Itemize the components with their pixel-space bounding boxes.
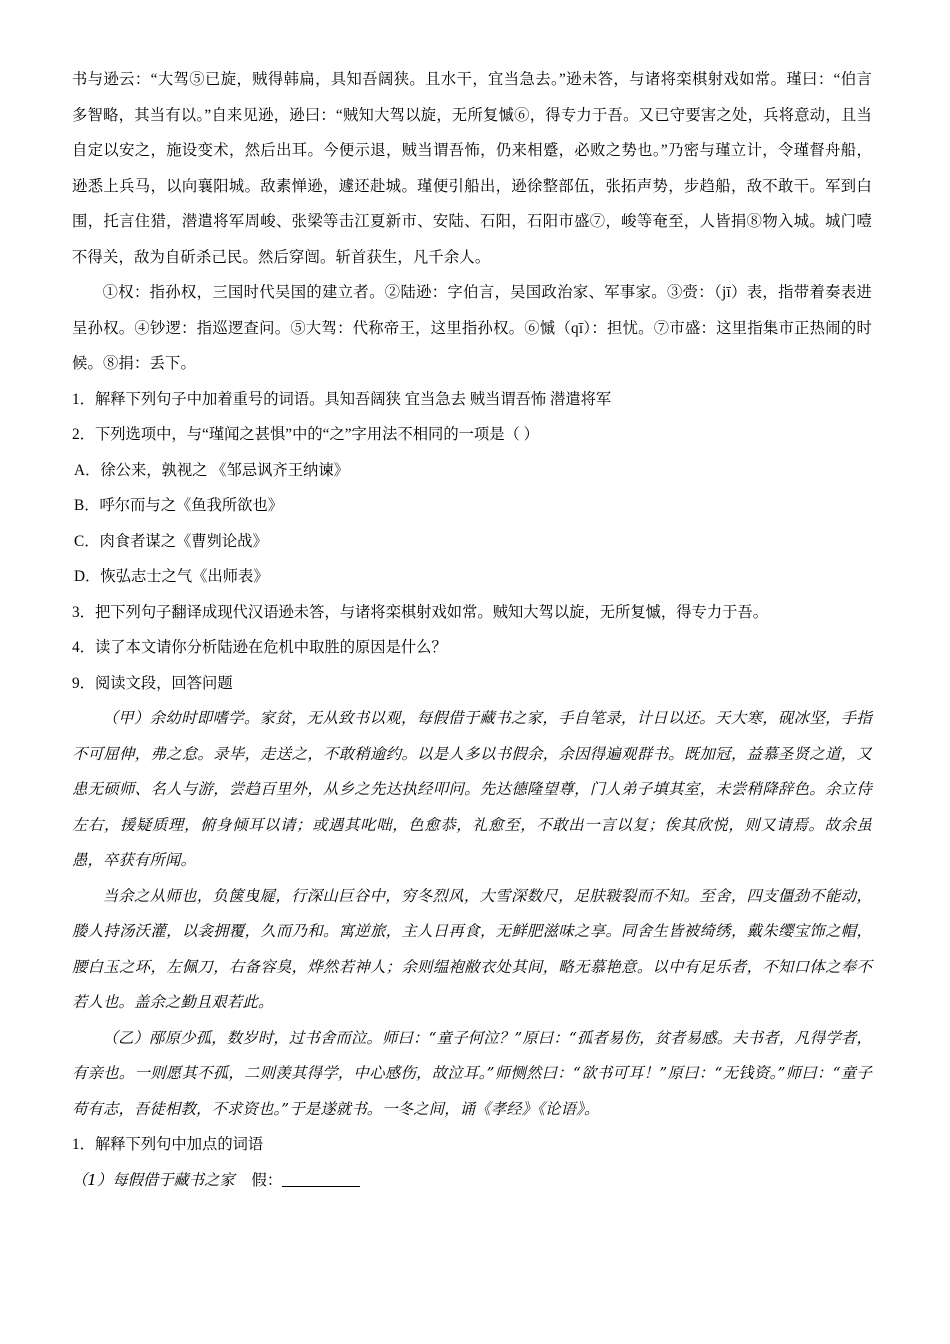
- question-4: 4．读了本文请你分析陆逊在危机中取胜的原因是什么？: [72, 639, 447, 656]
- question-3: 3．把下列句子翻译成现代汉语逊未答，与诸将栾棋射戏如常。贼知大驾以旋，无所复慽，得专力于吾。: [72, 603, 769, 621]
- q1-item1-label: 假：: [251, 1171, 283, 1189]
- passage-main-text: 书与逊云：“大驾⑤已旋，贼得韩扁，具知吾阔狭。且水干，宜当急去。”逊未答，与诸将栾棋射戏如常。瑾曰：“伯言多智略，其当有以。”自来见逊，逊曰：“贼知大驾以旋，无所复慽⑥，得专力于吾。又已守要害之处，兵将意动，且当自定以安之，施设变术，然后出耳。今便示退，贼当谓吾怖，仍来相蹙，必败之势也。”乃密与瑾立计，令瑾督舟船，逊悉上兵马，以向襄阳城。敌素惮逊，遽还赴城。瑾便引船出，逊徐整部伍，张拓声势，步趋船，敌不敢干。军到白围，托言住猎，潜遣将军周峻、张梁等击江夏新市、安陆、石阳，石阳市盛⑦，峻等奄至，人皆捐⑧物入城。城门噎不得关，敌为自斫杀己民。然后穿闿。斩首获生，凡千余人。: [72, 71, 872, 266]
- option-d[interactable]: D．恢弘志士之气《出师表》: [74, 568, 269, 585]
- question-2: 2．下列选项中，与“瑾闻之甚惧”中的“之”字用法不相同的一项是（ ）: [72, 426, 539, 443]
- q1-item1-text: （1）每假借于藏书之家: [72, 1170, 235, 1189]
- answer-blank[interactable]: [282, 1186, 360, 1187]
- passage-notes: ①权：指孙权，三国时代吴国的建立者。②陆逊：字伯言，吴国政治家、军事家。③赍：（jī）表，指带着奏表进呈孙权。④钞逻：指巡逻查问。⑤大驾：代称帝王，这里指孙权。⑥慽（qī）：担忧。⑦市盛：这里指集市正热闹的时候。⑧捐：丢下。: [72, 284, 872, 372]
- option-c[interactable]: C．肉食者谋之《曹刿论战》: [74, 532, 268, 550]
- section-9-question-1: 1．解释下列句中加点的词语: [72, 1136, 264, 1153]
- jia-paragraph-2: 当余之从师也，负箧曳屣，行深山巨谷中，穷冬烈风，大雪深数尺，足肤皲裂而不知。至舍，四支僵劲不能动，媵人持汤沃灌，以衾拥覆，久而乃和。寓逆旅，主人日再食，无鲜肥滋味之享。同舍生皆被绮绣，戴朱缨宝饰之帽，腰白玉之环，左佩刀，右备容臭，烨然若神人；余则缊袍敝衣处其间，略无慕艳意。以中有足乐者，不知口体之奉不若人也。盖余之勤且艰若此。: [72, 886, 872, 1011]
- section-9-question-1-item-1: [72, 1163, 872, 1199]
- option-b[interactable]: B．呼尔而与之《鱼我所欲也》: [74, 497, 284, 514]
- question-1: 1．解释下列句子中加着重号的词语。具知吾阔狭 宜当急去 贼当谓吾怖 潜遣将军: [72, 390, 612, 408]
- section-9-heading: 9．阅读文段，回答问题: [72, 674, 233, 692]
- yi-paragraph: （乙）邴原少孤，数岁时，过书舍而泣。师曰：“童子何泣？”原曰：“孤者易伤，贫者易感。夫书者，凡得学者，有亲也。一则愿其不孤，二则羡其得学，中心感伤，故泣耳。”师恻然曰：“欲书可耳！”原曰：“无钱资。”师曰：“童子苟有志，吾徒相教，不求资也。”于是遂就书。一冬之间，诵《孝经》《论语》。: [72, 1028, 872, 1118]
- jia-paragraph-1: （甲）余幼时即嗜学。家贫，无从致书以观，每假借于藏书之家，手自笔录，计日以还。天大寒，砚冰坚，手指不可屈伸，弗之怠。录毕，走送之，不敢稍逾约。以是人多以书假余，余因得遍观群书。既加冠，益慕圣贤之道，又患无硕师、名人与游，尝趋百里外，从乡之先达执经叩问。先达德隆望尊，门人弟子填其室，未尝稍降辞色。余立侍左右，援疑质理，俯身倾耳以请；或遇其叱咄，色愈恭，礼愈至，不敢出一言以复；俟其欣悦，则又请焉。故余虽愚，卒获有所闻。: [72, 709, 872, 869]
- option-a[interactable]: A．徐公来，孰视之 《邹忌讽齐王纳谏》: [74, 461, 349, 479]
